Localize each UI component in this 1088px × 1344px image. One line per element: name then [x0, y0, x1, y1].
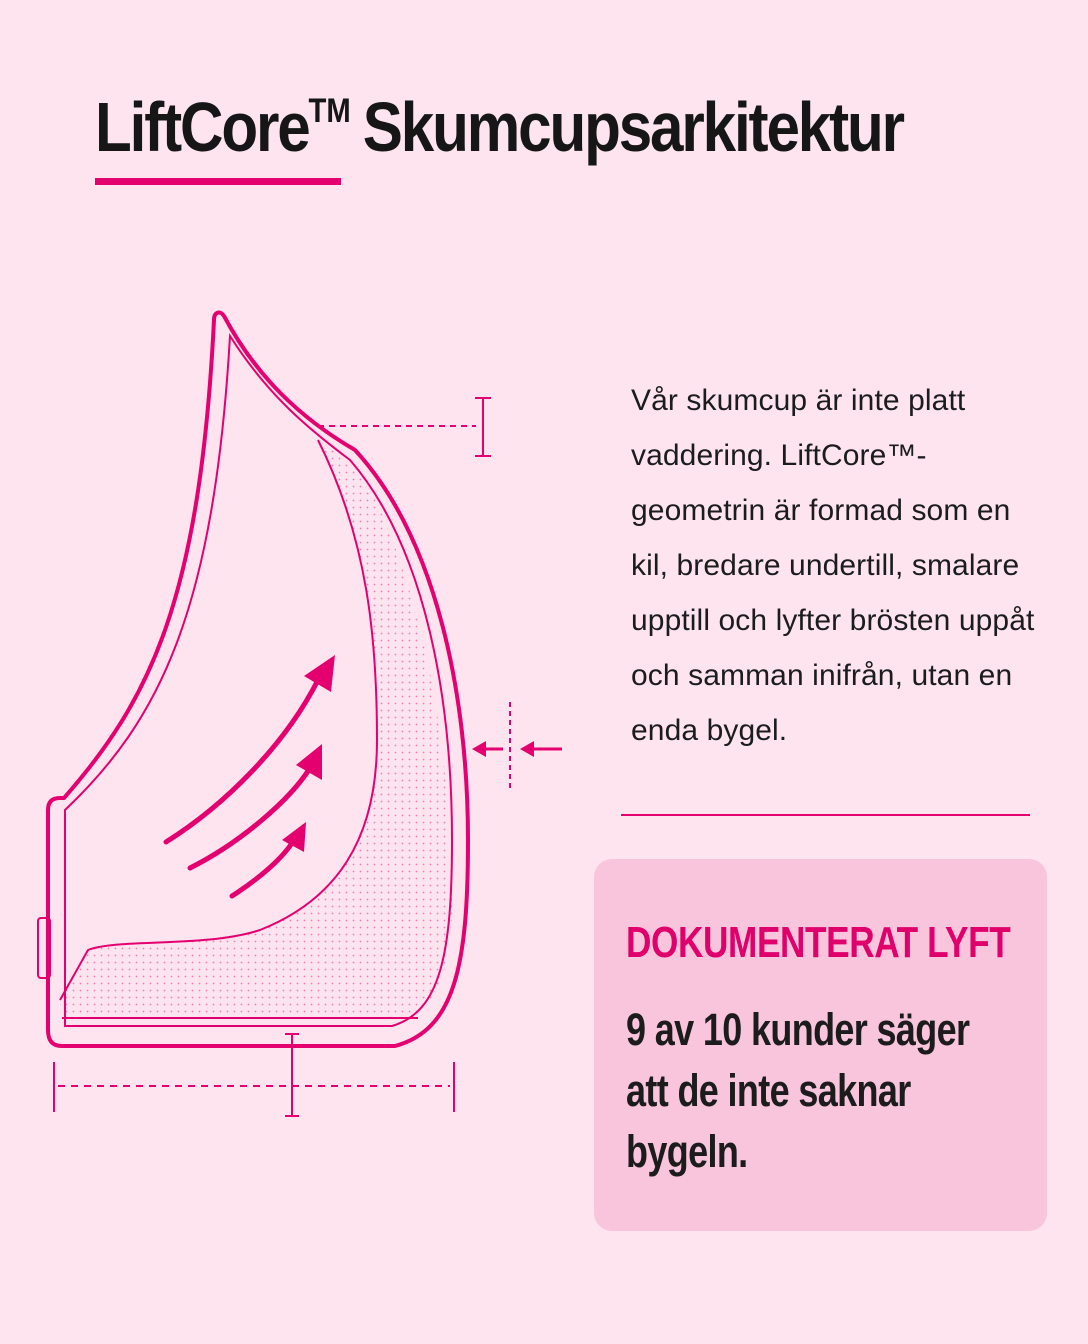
lift-arrowheads: [282, 655, 335, 852]
stat-card: [594, 859, 1047, 1231]
curved-arrow-icon: [166, 680, 318, 842]
trademark-symbol: TM: [308, 92, 351, 130]
title-brand: LiftCore: [95, 88, 309, 166]
arrowhead-icon: [296, 744, 322, 780]
description-text: Vår skumcup är inte platt vaddering. LiftCore™-geometrin är formad som en kil, bredare undertill, smalare upptill och lyfter brösten uppåt och samman inifrån, utan en enda bygel.: [631, 384, 1035, 747]
page-title: [95, 88, 903, 166]
arrow-left-icon: [520, 741, 534, 757]
arrow-left-icon: [472, 741, 486, 757]
lift-arrows: [166, 680, 318, 896]
divider: [621, 814, 1030, 816]
curved-arrow-icon: [190, 768, 310, 868]
top-dimension: [318, 398, 491, 456]
foam-cup-diagram: [0, 290, 600, 1150]
title-rest: Skumcupsarkitektur: [362, 88, 903, 166]
arrowhead-icon: [282, 822, 306, 852]
stat-text: 9 av 10 kunder säger att de inte saknar bygeln.: [626, 1004, 970, 1177]
compression-marker: [476, 702, 562, 790]
title-underline: [95, 178, 341, 185]
curved-arrow-icon: [232, 840, 294, 896]
stat-label: DOKUMENTERAT LYFT: [626, 918, 1011, 967]
cup-section: [38, 313, 468, 1046]
arrowhead-icon: [304, 655, 335, 692]
